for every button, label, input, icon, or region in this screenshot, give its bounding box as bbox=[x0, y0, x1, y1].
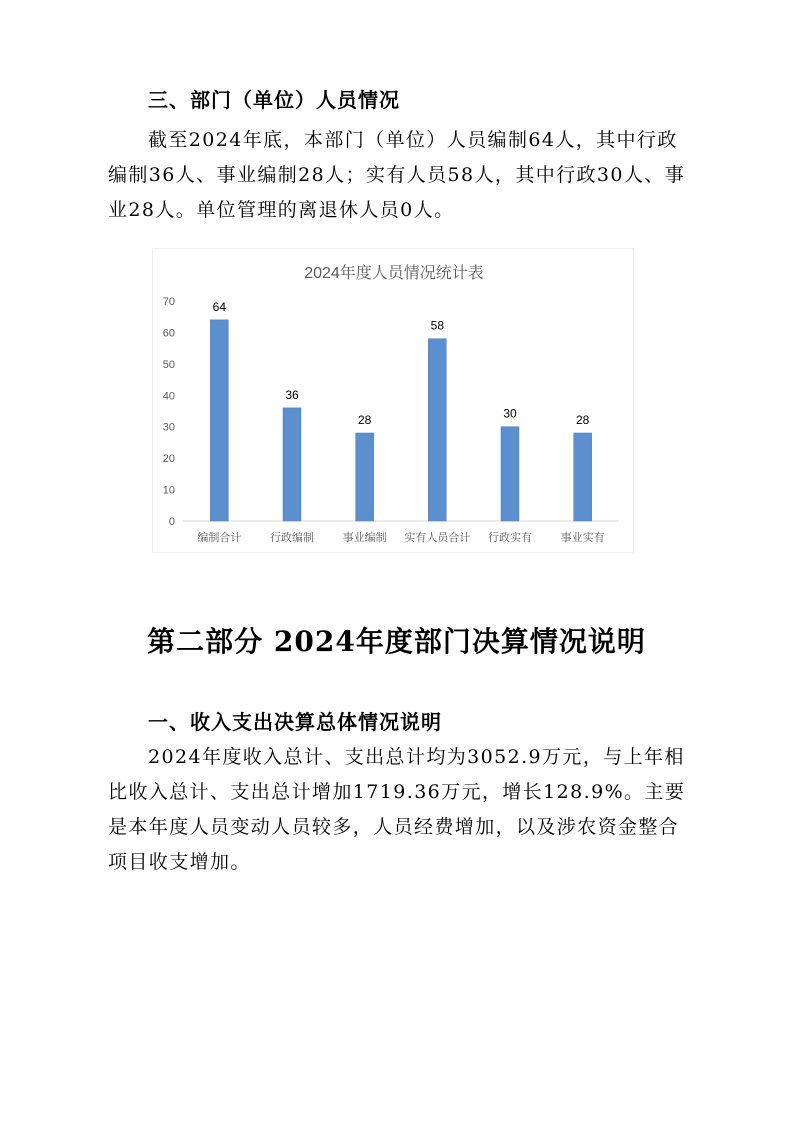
x-tick-label: 事业编制 bbox=[342, 531, 387, 544]
part2-title: 第二部分 2024年度部门决算情况说明 bbox=[147, 625, 646, 658]
y-tick-label: 60 bbox=[162, 327, 175, 340]
y-tick-label: 40 bbox=[162, 390, 175, 403]
income-paragraph-text: 2024年度收入总计、支出总计均为3052.9万元，与上年相比收入总计、支出总计增加1719.36万元，增长128.9%。主要是本年度人员变动人员较多，人员经费增加，以及涉农资金整合项目收支增加。 bbox=[108, 746, 686, 873]
staff-bar-chart bbox=[152, 248, 634, 553]
x-tick-label: 事业实有 bbox=[560, 531, 605, 544]
section-heading-staff: 三、部门（单位）人员情况 bbox=[148, 88, 400, 112]
x-tick-label: 编制合计 bbox=[197, 531, 242, 544]
bar bbox=[283, 408, 301, 521]
y-tick-label: 70 bbox=[162, 296, 175, 308]
bar-data-label: 30 bbox=[503, 406, 517, 421]
y-tick-label: 30 bbox=[162, 421, 175, 434]
staff-paragraph bbox=[108, 123, 688, 228]
y-tick-label: 0 bbox=[168, 516, 175, 528]
chart-title: 2024年度人员情况统计表 bbox=[304, 265, 484, 282]
chart-canvas bbox=[153, 249, 635, 554]
bar-data-label: 58 bbox=[430, 318, 445, 333]
y-tick-label: 10 bbox=[162, 484, 175, 497]
section-heading-income: 一、收入支出决算总体情况说明 bbox=[148, 710, 442, 734]
y-tick-label: 50 bbox=[162, 358, 175, 371]
bar bbox=[428, 339, 446, 521]
bar-data-label: 28 bbox=[575, 413, 590, 427]
bar bbox=[210, 320, 228, 521]
bar-data-label: 28 bbox=[357, 413, 372, 427]
bar bbox=[501, 427, 519, 521]
bar-data-label: 64 bbox=[212, 299, 227, 314]
x-tick-label: 行政编制 bbox=[270, 531, 314, 544]
bar bbox=[356, 433, 374, 521]
staff-paragraph-text: 截至2024年底，本部门（单位）人员编制64人，其中行政编制36人、事业编制28人；实有人员58人，其中行政30人、事业28人。单位管理的离退休人员0人。 bbox=[108, 129, 686, 221]
bars-group bbox=[210, 300, 591, 521]
y-axis bbox=[163, 296, 175, 528]
x-axis-labels bbox=[197, 530, 604, 544]
bar-data-label: 36 bbox=[285, 387, 299, 402]
x-tick-label: 实有人员合计 bbox=[404, 531, 471, 544]
bar bbox=[574, 433, 592, 521]
income-paragraph bbox=[108, 740, 688, 880]
y-tick-label: 20 bbox=[162, 453, 175, 466]
x-tick-label: 行政实有 bbox=[488, 531, 532, 544]
